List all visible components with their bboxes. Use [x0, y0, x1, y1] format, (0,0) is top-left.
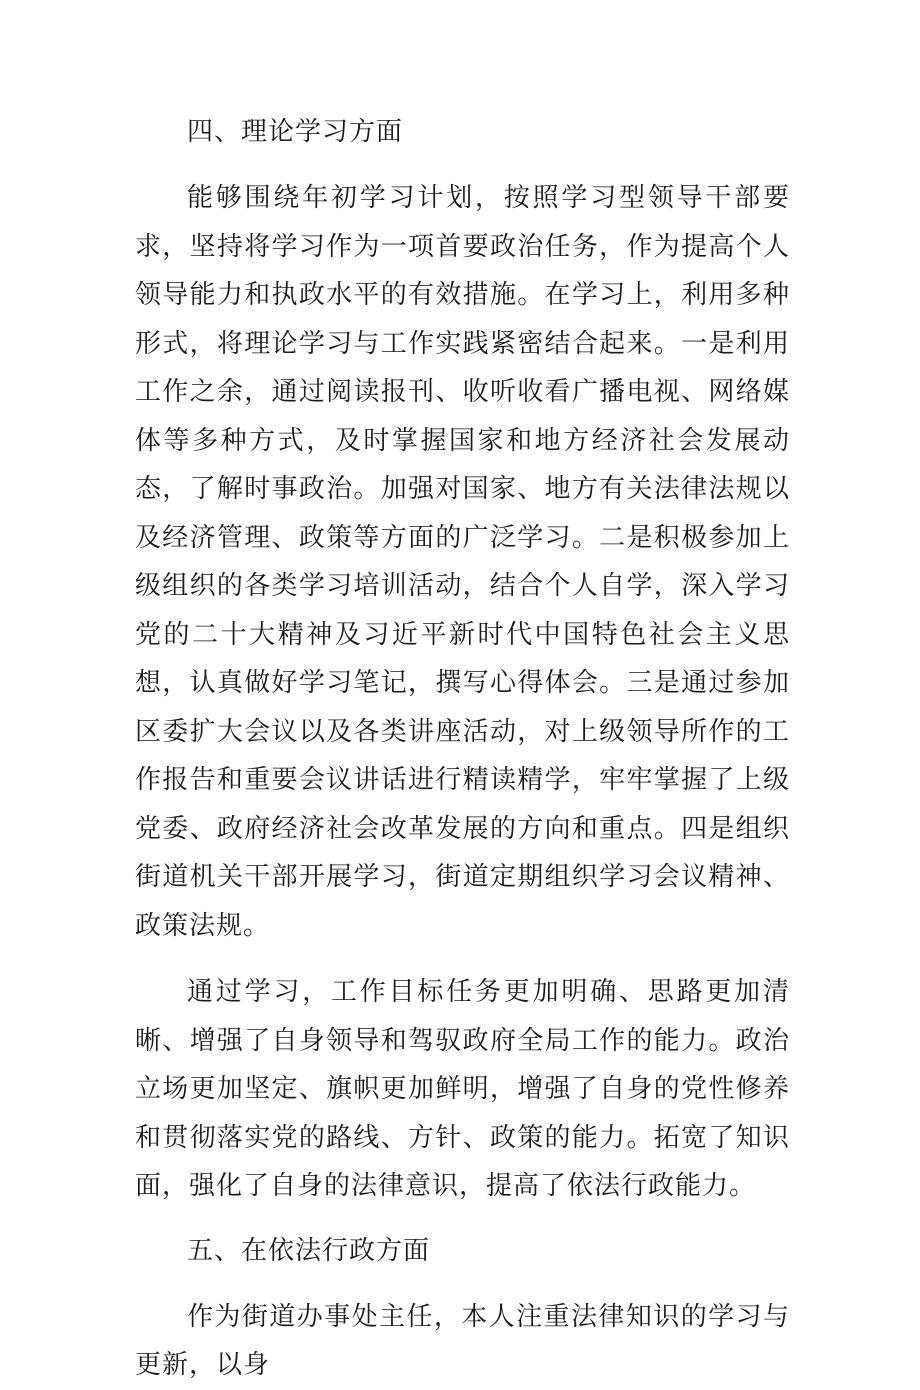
section-4-paragraph-1: 能够围绕年初学习计划，按照学习型领导干部要求，坚持将学习作为一项首要政治任务，作为提高个人领导能力和执政水平的有效措施。在学习上，利用多种形式，将理论学习与工作实践紧密结合起来。一是利用工作之余，通过阅读报刊、收听收看广播电视、网络媒体等多种方式，及时掌握国家和地方经济社会发展动态，了解时事政治。加强对国家、地方有关法律法规以及经济管理、政策等方面的广泛学习。二是积极参加上级组织的各类学习培训活动，结合个人自学，深入学习党的二十大精神及习近平新时代中国特色社会主义思想，认真做好学习笔记，撰写心得体会。三是通过参加区委扩大会议以及各类讲座活动，对上级领导所作的工作报告和重要会议讲话进行精读精学，牢牢掌握了上级党委、政府经济社会改革发展的方向和重点。四是组织街道机关干部开展学习，街道定期组织学习会议精神、政策法规。	[135, 183, 790, 941]
section-4-paragraph-2: 通过学习，工作目标任务更加明确、思路更加清晰、增强了自身领导和驾驭政府全局工作的能力。政治立场更加坚定、旗帜更加鲜明，增强了自身的党性修养和贯彻落实党的路线、方针、政策的能力。拓宽了知识面，强化了自身的法律意识，提高了依法行政能力。	[135, 977, 790, 1201]
section-4-heading: 四、理论学习方面	[187, 117, 404, 147]
document-body	[135, 110, 790, 1390]
section-5-heading: 五、在依法行政方面	[187, 1235, 431, 1266]
section-5-paragraph-1: 作为街道办事处主任，本人注重法律知识的学习与更新，以身	[135, 1301, 790, 1380]
